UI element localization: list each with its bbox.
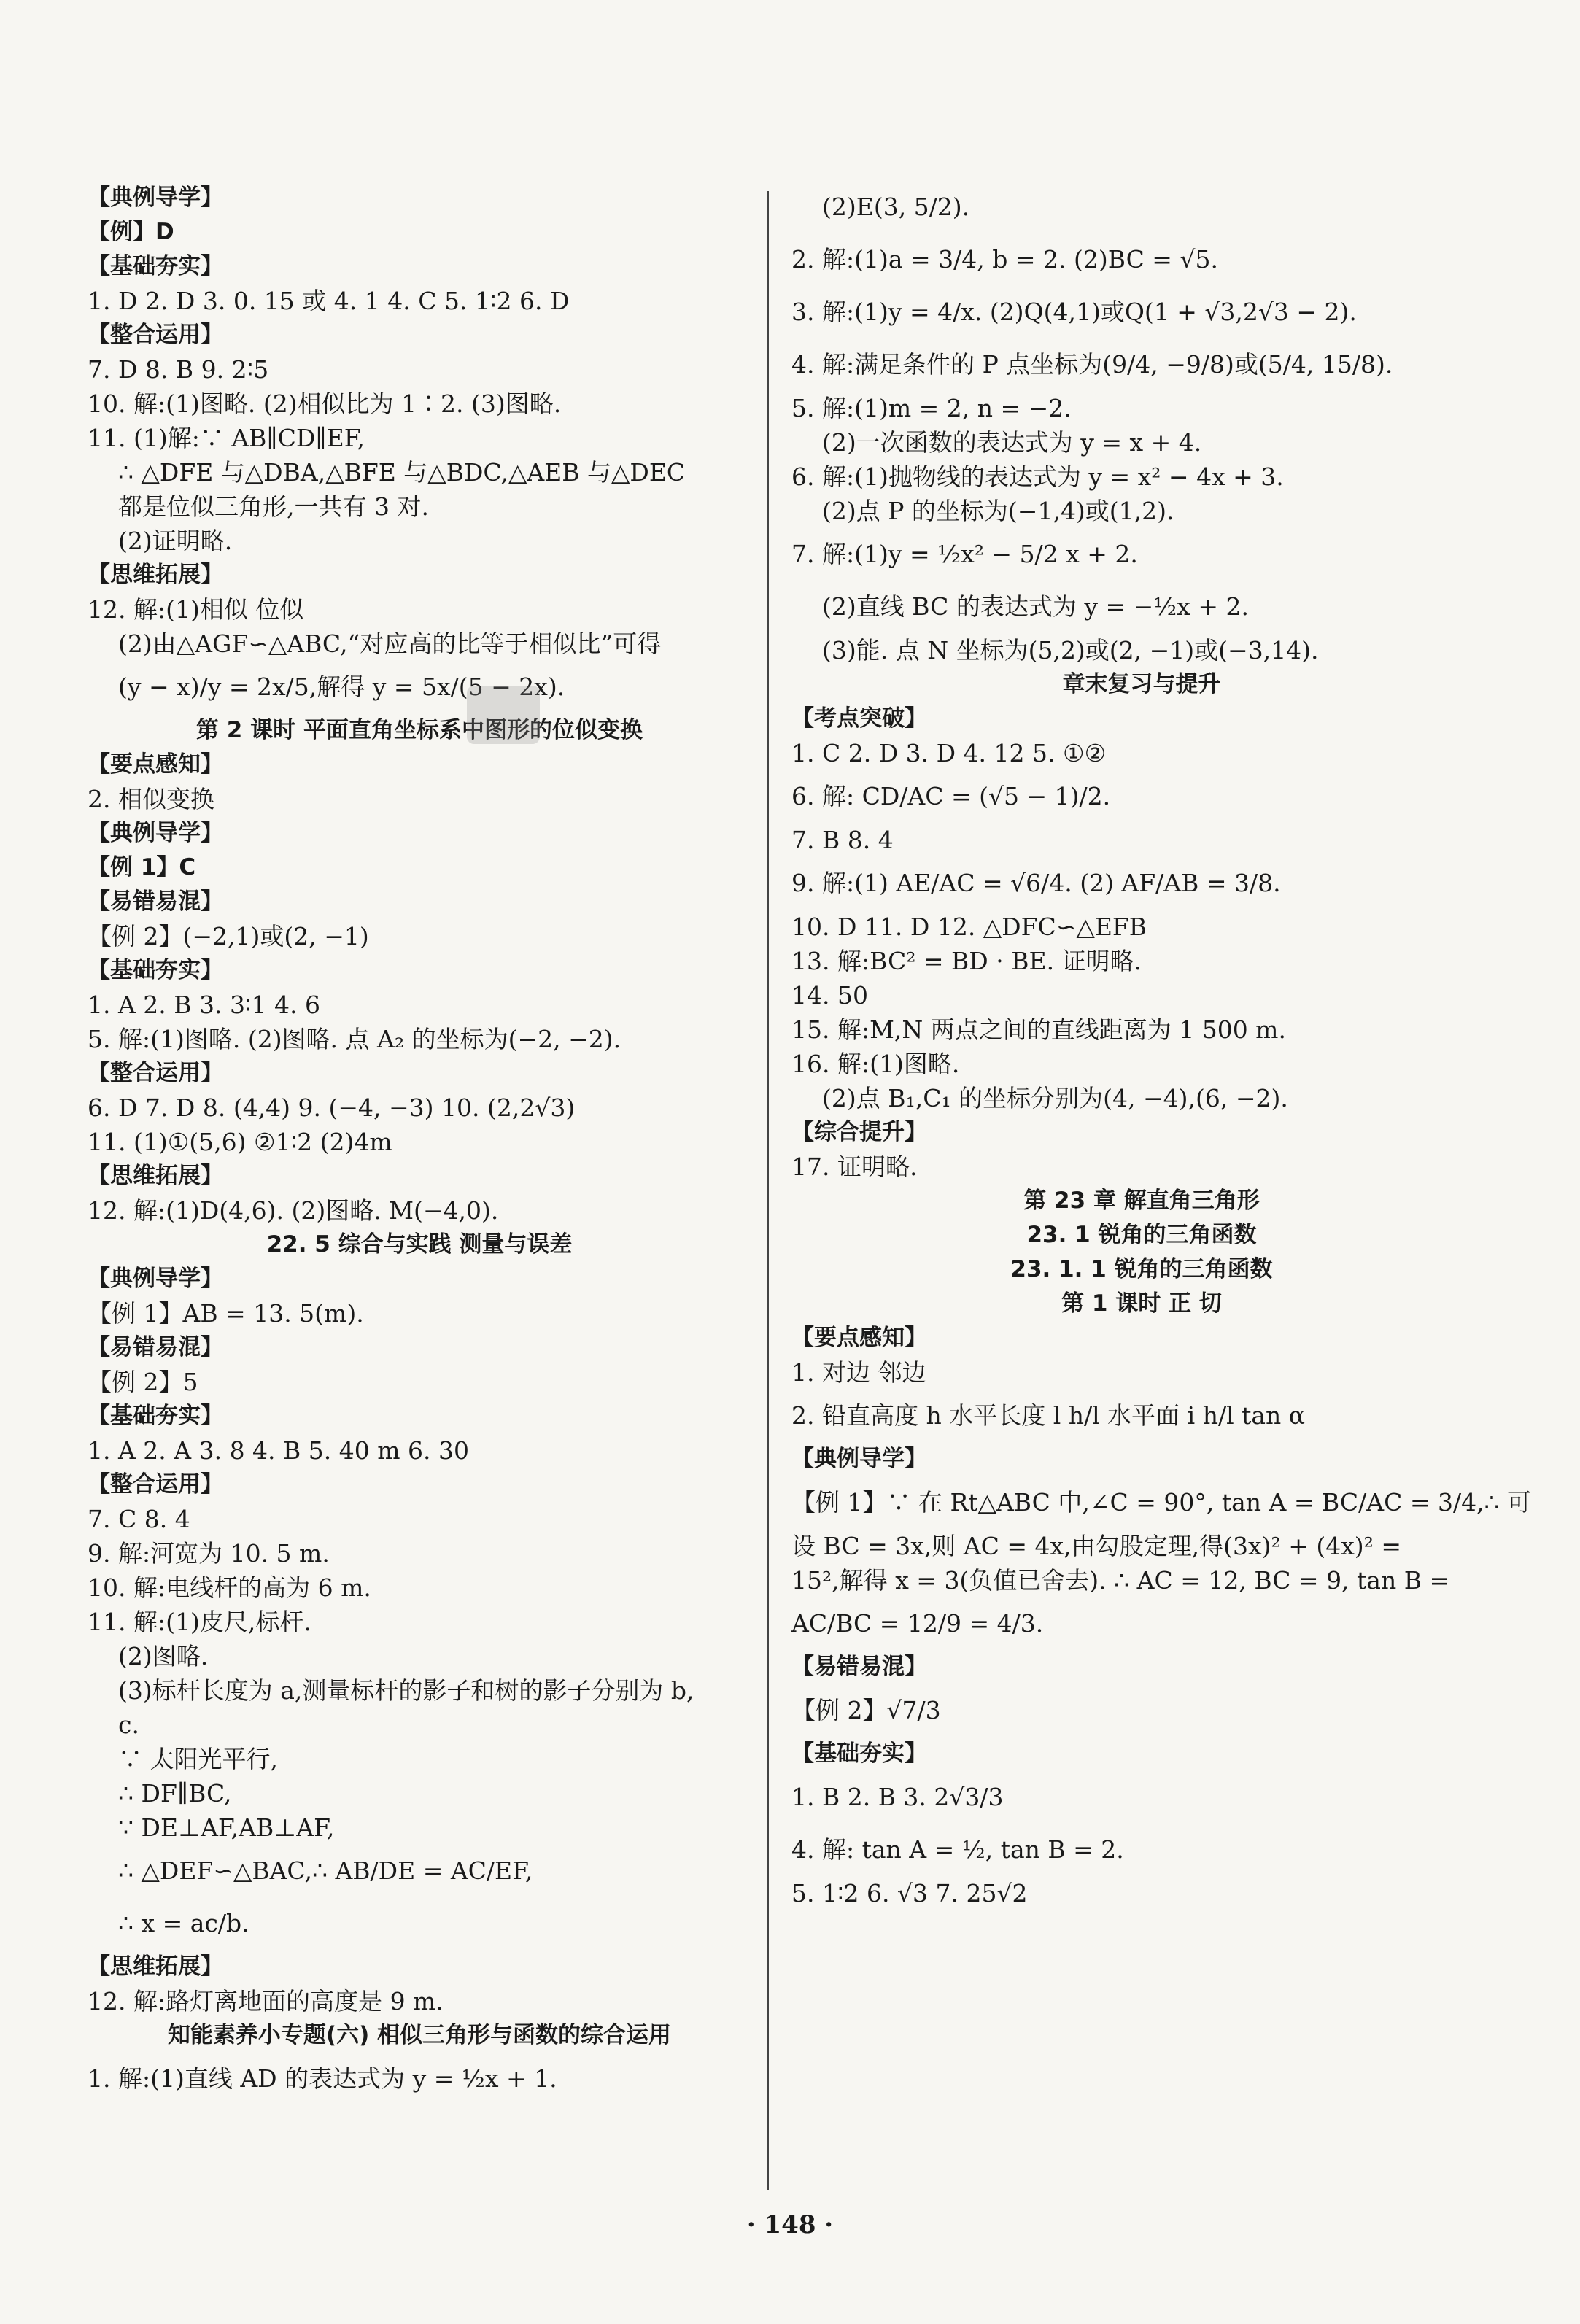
answer-line: 10. 解:电线杆的高为 6 m. [88,1573,371,1602]
lesson-title: 23. 1 锐角的三角函数 [1026,1222,1257,1248]
answer-line: 6. D 7. D 8. (4,4) 9. (−4, −3) 10. (2,2√3) [88,1093,576,1122]
lesson-title: 第 1 课时 正 切 [1061,1290,1222,1317]
answer-line: 12. 解:路灯离地面的高度是 9 m. [88,1987,444,2015]
answer-line: 6. 解:(1)抛物线的表达式为 y = x² − 4x + 3. [791,462,1284,491]
answer-line: (3)标杆长度为 a,测量标杆的影子和树的影子分别为 b, [118,1676,694,1705]
right-column [791,181,1532,1910]
answer-line: 【例 1】∵ 在 Rt△ABC 中,∠C = 90°, tan A = BC/AC = 3/4,∴ 可 [791,1488,1532,1517]
lesson-title: 第 23 章 解直角三角形 [1023,1188,1260,1214]
section-heading: 【要点感知】 [88,751,223,778]
section-heading: 【思维拓展】 [88,1163,223,1189]
answer-line: 1. C 2. D 3. D 4. 12 5. ①② [791,739,1107,767]
answer-line: 16. 解:(1)图略. [791,1050,960,1078]
section-heading: 【例 1】C [88,854,196,880]
answer-line: 【例 1】AB = 13. 5(m). [88,1299,364,1328]
answer-line: (2)证明略. [118,527,233,555]
answer-line: 2. 铅直高度 h 水平长度 l h/l 水平面 i h/l tan α [791,1401,1306,1430]
lesson-title: 章末复习与提升 [1062,671,1221,697]
answer-line: 4. 解: tan A = ½, tan B = 2. [791,1835,1124,1864]
section-heading: 【例】D [88,219,174,245]
answer-line: 1. 对边 邻边 [791,1358,926,1387]
section-heading: 【考点突破】 [791,705,927,732]
answer-line: 3. 解:(1)y = 4/x. (2)Q(4,1)或Q(1 + √3,2√3 − 2). [791,298,1357,326]
answer-line: 7. D 8. B 9. 2∶5 [88,355,269,384]
answer-line: 1. A 2. A 3. 8 4. B 5. 40 m 6. 30 [88,1436,469,1465]
section-heading: 【典例导学】 [88,820,223,846]
section-heading: 【典例导学】 [791,1446,927,1472]
section-heading: 【易错易混】 [88,888,223,915]
answer-line: 2. 解:(1)a = 3/4, b = 2. (2)BC = √5. [791,245,1218,274]
answer-line: ∵ 太阳光平行, [118,1745,278,1773]
answer-line: (2)由△AGF∽△ABC,“对应高的比等于相似比”可得 [118,630,662,658]
answer-line: (2)直线 BC 的表达式为 y = −½x + 2. [822,592,1249,621]
section-heading: 【整合运用】 [88,1060,223,1086]
answer-line: (2)一次函数的表达式为 y = x + 4. [822,428,1202,457]
answer-line: 7. 解:(1)y = ½x² − 5/2 x + 2. [791,540,1138,568]
answer-line: 1. D 2. D 3. 0. 15 或 4. 1 4. C 5. 1∶2 6. D [88,287,570,315]
answer-line: 【例 2】√7/3 [791,1696,941,1724]
left-column [88,181,751,2105]
section-heading: 【综合提升】 [791,1119,927,1145]
answer-line: (3)能. 点 N 坐标为(5,2)或(2, −1)或(−3,14). [822,636,1319,665]
answer-line: ∴ x = ac/b. [118,1909,249,1937]
answer-line: 2. 相似变换 [88,785,214,813]
section-heading: 【基础夯实】 [88,957,223,983]
answer-line: 5. 解:(1)m = 2, n = −2. [791,394,1072,422]
answer-line: 11. (1)①(5,6) ②1∶2 (2)4m [88,1128,392,1156]
section-heading: 【整合运用】 [88,322,223,348]
answer-line: (2)E(3, 5/2). [822,193,970,221]
column-divider [767,191,769,2190]
answer-line: c. [118,1711,139,1739]
answer-line: 17. 证明略. [791,1153,918,1181]
answer-line: 都是位似三角形,一共有 3 对. [118,492,429,521]
answer-line: ∴ △DEF∽△BAC,∴ AB/DE = AC/EF, [118,1856,533,1885]
lesson-title: 第 2 课时 平面直角坐标系中图形的位似变换 [196,717,643,743]
answer-line: 1. B 2. B 3. 2√3/3 [791,1783,1004,1811]
section-heading: 【典例导学】 [88,1266,223,1292]
answer-line: 【例 2】5 [88,1368,198,1396]
section-heading: 【思维拓展】 [88,1953,223,1980]
answer-line: 7. C 8. 4 [88,1505,190,1533]
answer-line: 11. (1)解:∵ AB∥CD∥EF, [88,424,365,452]
answer-line: 4. 解:满足条件的 P 点坐标为(9/4, −9/8)或(5/4, 15/8). [791,350,1393,379]
section-heading: 【典例导学】 [88,185,223,211]
section-heading: 【易错易混】 [88,1334,223,1360]
section-heading: 【基础夯实】 [791,1740,927,1767]
answer-line: 15. 解:M,N 两点之间的直线距离为 1 500 m. [791,1015,1286,1044]
answer-line: (2)点 B₁,C₁ 的坐标分别为(4, −4),(6, −2). [822,1084,1288,1112]
section-heading: 【基础夯实】 [88,253,223,279]
answer-line: ∴ DF∥BC, [118,1779,232,1808]
answer-line: 12. 解:(1)D(4,6). (2)图略. M(−4,0). [88,1196,499,1225]
answer-line: 9. 解:(1) AE/AC = √6/4. (2) AF/AB = 3/8. [791,869,1281,897]
answer-line: 10. 解:(1)图略. (2)相似比为 1∶2. (3)图略. [88,390,562,418]
answer-line: (2)点 P 的坐标为(−1,4)或(1,2). [822,497,1174,525]
lesson-title: 22. 5 综合与实践 测量与误差 [266,1231,573,1258]
answer-line: 设 BC = 3x,则 AC = 4x,由勾股定理,得(3x)² + (4x)² = [791,1532,1402,1560]
answer-line: 14. 50 [791,981,868,1010]
answer-line: 1. A 2. B 3. 3∶1 4. 6 [88,991,321,1019]
answer-line: AC/BC = 12/9 = 4/3. [791,1609,1044,1638]
answer-line: 11. 解:(1)皮尺,标杆. [88,1608,311,1636]
answer-line: 12. 解:(1)相似 位似 [88,595,304,624]
answer-line: 1. 解:(1)直线 AD 的表达式为 y = ½x + 1. [88,2064,557,2093]
answer-line: (y − x)/y = 2x/5,解得 y = 5x/(5 − 2x). [118,673,565,701]
section-heading: 【基础夯实】 [88,1403,223,1429]
watermark-stamp [467,686,540,744]
answer-line: 【例 2】(−2,1)或(2, −1) [88,922,369,950]
section-heading: 【易错易混】 [791,1654,927,1680]
section-heading: 【思维拓展】 [88,562,223,588]
section-heading: 【整合运用】 [88,1471,223,1498]
page-number: · 148 · [746,2210,834,2239]
answer-line: (2)图略. [118,1642,209,1670]
answer-line: 13. 解:BC² = BD · BE. 证明略. [791,947,1142,975]
answer-line: 6. 解: CD/AC = (√5 − 1)/2. [791,782,1111,810]
answer-line: 5. 1∶2 6. √3 7. 25√2 [791,1879,1028,1907]
answer-line: 7. B 8. 4 [791,826,894,854]
lesson-title: 知能素养小专题(六) 相似三角形与函数的综合运用 [167,2022,672,2048]
answer-line: 10. D 11. D 12. △DFC∽△EFB [791,913,1147,941]
answer-line: 9. 解:河宽为 10. 5 m. [88,1539,330,1568]
section-heading: 【要点感知】 [791,1325,927,1351]
answer-line: 15²,解得 x = 3(负值已舍去). ∴ AC = 12, BC = 9, tan B = [791,1566,1450,1595]
answer-line: ∴ △DFE 与△DBA,△BFE 与△BDC,△AEB 与△DEC [118,458,686,487]
lesson-title: 23. 1. 1 锐角的三角函数 [1010,1256,1273,1282]
answer-line: ∵ DE⊥AF,AB⊥AF, [118,1813,335,1842]
answer-line: 5. 解:(1)图略. (2)图略. 点 A₂ 的坐标为(−2, −2). [88,1025,621,1053]
